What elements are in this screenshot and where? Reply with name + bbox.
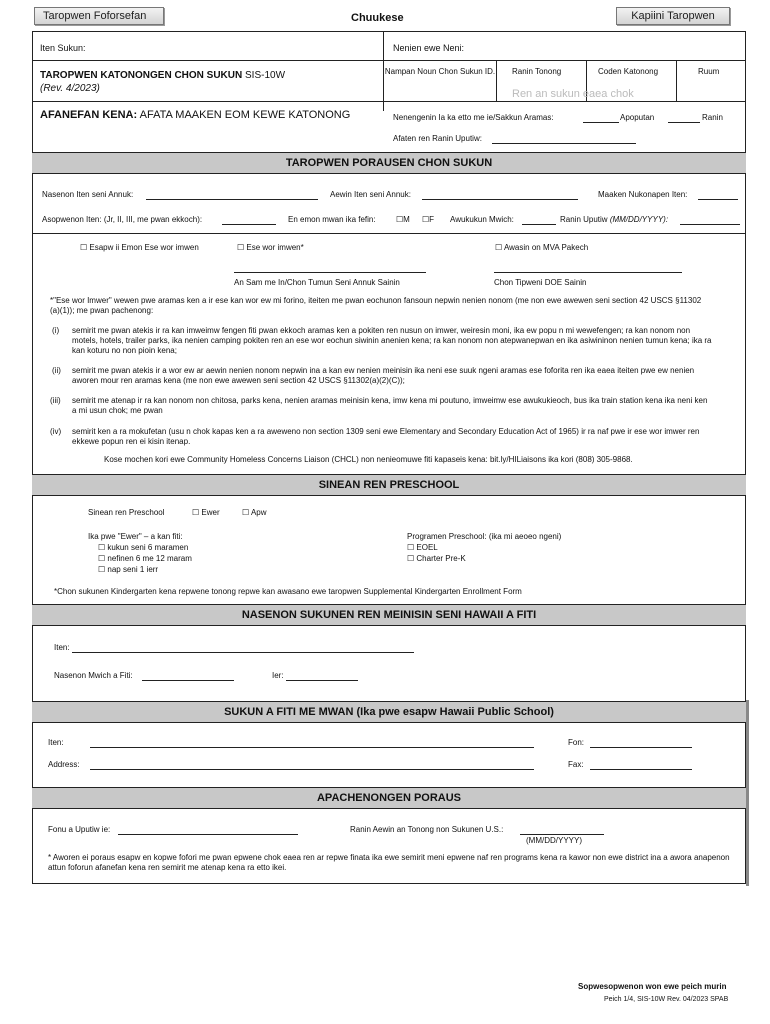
us-school-entry-field[interactable] — [520, 834, 604, 835]
divider — [32, 101, 746, 102]
last-name-label: Nasenon Iten seni Annuk: — [42, 190, 134, 199]
gender-m-checkbox[interactable]: ☐M — [396, 215, 410, 224]
student-id-header: Nampan Noun Chon Sukun ID. — [384, 67, 496, 76]
signature-date-label: Afaten ren Ranin Uputiw: — [393, 134, 482, 143]
section-student-info-title: TAROPWEN PORAUSEN CHON SUKUN — [32, 152, 746, 174]
middle-name-label: Maaken Nukonapen Iten: — [598, 190, 688, 199]
last-school-name-label: Iten: — [54, 643, 70, 652]
chcl-contact: Kose mochen kori ewe Community Homeless Concerns Liaison (CHCL) non nenieomuwe fiti kapaseis kena: bit.ly/HILiaisons ika kori (808) 305-9868. — [104, 455, 633, 464]
ranin-field[interactable] — [668, 122, 700, 123]
divider — [32, 233, 746, 234]
section-preschool-title: SINEAN REN PRESCHOOL — [32, 474, 746, 496]
language-label: Chuukese — [351, 12, 404, 24]
eoel-checkbox[interactable]: ☐ EOEL — [407, 543, 438, 552]
item-iv-number: (iv) — [50, 427, 62, 436]
suffix-field[interactable] — [222, 224, 276, 225]
section-last-school-title: NASENON SUKUNEN REN MEINISIN SENI HAWAII A FITI — [32, 604, 746, 626]
divider — [676, 60, 677, 101]
divider — [32, 60, 746, 61]
date-format-hint: (MM/DD/YYYY) — [526, 836, 582, 845]
homeless-definition: *"Ese wor Imwer" wewen pwe aramas ken a ir ese kan wor ew mi forino, iteiten me pwan eochunon fansoun nepwin nenien nonom (me non ewe awewen seni section 42 USCS §11302 (a)(1)); me pwan pachenong: — [50, 296, 702, 315]
beginning-field[interactable] — [583, 122, 619, 123]
parent-signature-field[interactable] — [234, 272, 426, 273]
item-i-text: semirit me pwan atekis ir ra kan imweimw fengen fiti pwan ekkoch aramas ken a pokiten ren nusun on imwer, weiresin moni, ika ew popu n mi wewefengen; ra kan nonom non motels, hotels, trailer parks, ika nenien camping pokiten ren an ese wor eochun siwinin anenien kena; ra kan nonom non atepwanepwan en ika asiwininon nenien tumun kena; ika ra kan koturu no non pioin kena; — [72, 326, 712, 355]
mva-checkbox[interactable]: ☐ Awasin on MVA Pakech — [495, 243, 589, 252]
birthplace-field[interactable] — [118, 834, 298, 835]
preschool-option-3[interactable]: ☐ nap seni 1 ierr — [98, 565, 159, 574]
page-number: Peich 1/4, SIS-10W Rev. 04/2023 SPAB — [604, 996, 729, 1003]
item-i-number: (i) — [52, 326, 60, 335]
age-field[interactable] — [522, 224, 556, 225]
address-label: Address: — [48, 760, 80, 769]
item-ii-number: (ii) — [52, 366, 61, 375]
gender-f-checkbox[interactable]: ☐F — [422, 215, 435, 224]
preschool-option-2[interactable]: ☐ nefinen 6 me 12 maram — [98, 554, 192, 563]
last-year-label: Ier: — [272, 671, 284, 680]
item-iv-text: semirit ken a ra mokufetan (usu n chok kapas ken a ra aweweno non section 1309 seni ewe Elementary and Secondary Education Act of 1965) ir ra naf pwe ir ese wor imwer ren ekkewe popun ren ei kisin itenap. — [72, 427, 700, 446]
phone-field[interactable] — [590, 747, 692, 748]
us-school-entry-label: Ranin Aewin an Tonong non Sukunen U.S.: — [350, 825, 504, 834]
room-header: Ruum — [698, 67, 720, 76]
entry-code-header: Coden Katonong — [598, 67, 659, 76]
suffix-label: Asopwenon Iten: (Jr, II, III, me pwan ekkoch): — [42, 215, 203, 224]
kindergarten-note: *Chon sukunen Kindergarten kena repwene tonong repwe kan awasano ewe taropwen Supplemental Kindergarten Enrollment Form — [54, 587, 522, 596]
apoputan-label: Apoputan — [620, 113, 655, 122]
outside-school-name-field[interactable] — [90, 747, 534, 748]
middle-name-field[interactable] — [698, 199, 738, 200]
address-field[interactable] — [90, 769, 534, 770]
copy-form-button[interactable]: Kapiini Taropwen — [616, 7, 730, 25]
last-grade-label: Nasenon Mwich a Fiti: — [54, 671, 133, 680]
divider — [496, 60, 497, 101]
last-school-name-field[interactable] — [72, 652, 414, 653]
doe-signature-label: Chon Tipweni DOE Sainin — [494, 278, 587, 287]
continued-note: Sopwesopwenon won ewe peich murin — [578, 982, 727, 991]
section-additional-info-title: APACHENONGEN PORAUS — [32, 787, 746, 809]
homeless-checkbox[interactable]: ☐ Ese wor imwen* — [237, 243, 304, 252]
school-name-label: Iten Sukun: — [40, 43, 86, 53]
item-ii-text: semirit me pwan atekis ir a wor ew ar aewin nenien nonom nepwin ina a kan ew nenien meinisin ika neni ese suuk ngeni aramas ese foforita ren ika eaea iteiten pwe ew nenien aworen mour ren aramas kena (me non ewe awewen seni section 42 USCS §11302(a)(2)(C)); — [72, 366, 695, 385]
entry-date-header: Ranin Tonong — [512, 67, 562, 76]
not-homeless-checkbox[interactable]: ☐ Esapw ii Emon Ese wor imwen — [80, 243, 199, 252]
parent-signature-label: An Sam me In/Chon Tumun Seni Annuk Sainin — [234, 278, 400, 287]
last-year-field[interactable] — [286, 680, 358, 681]
phone-label: Fon: — [568, 738, 585, 747]
preschool-option-1[interactable]: ☐ kukun seni 6 maramen — [98, 543, 189, 552]
first-name-label: Aewin Iten seni Annuk: — [330, 190, 411, 199]
last-name-field[interactable] — [146, 199, 318, 200]
form-title: TAROPWEN KATONONGEN CHON SUKUN SIS-10W — [40, 70, 286, 81]
preschool-program-label: Programen Preschool: (ika mi aeoeo ngeni) — [407, 532, 562, 541]
first-name-field[interactable] — [422, 199, 578, 200]
section-outside-school-title: SUKUN A FITI ME MWAN (Ika pwe esapw Hawaii Public School) — [32, 701, 746, 723]
form-revision: (Rev. 4/2023) — [40, 83, 100, 94]
last-grade-field[interactable] — [142, 680, 234, 681]
office-use-watermark: Ren an sukun eaea chok — [512, 88, 634, 100]
final-note: * Aworen ei poraus esapw en kopwe fofori me pwan epwene chok eaea ren ar repwe finata ika ewe semirit meni epwene naf ren programs kena ra kawor non ewe district ina a awora anapenon attun foforun afanefan kena ren semirit me atenap kena ra etto ikei. — [48, 853, 730, 872]
preschool-if-yes-label: Ika pwe "Ewer" – a kan fiti: — [88, 532, 183, 541]
print-form-button[interactable]: Taropwen Foforsefan — [34, 7, 164, 25]
item-iii-text: semirit me atenap ir ra kan nonom non chitosa, parks kena, nenien aramas meinisin kena, imw kena mi poutuno, imweimw ese awukukieoch, bus ika train station kena ika neni ken a mi usun chok; me pwan — [72, 396, 708, 415]
preschool-question: Sinean ren Preschool — [88, 508, 165, 517]
preschool-no-checkbox[interactable]: ☐ Apw — [242, 508, 267, 517]
fax-field[interactable] — [590, 769, 692, 770]
complex-area-label: Nenien ewe Neni: — [393, 43, 465, 53]
charter-prek-checkbox[interactable]: ☐ Charter Pre-K — [407, 554, 466, 563]
frame-shadow — [746, 700, 749, 886]
birthplace-label: Fonu a Uputiw ie: — [48, 825, 111, 834]
outside-school-name-label: Iten: — [48, 738, 64, 747]
part1-heading: AFANEFAN KENA: AFATA MAAKEN EOM KEWE KATONONG — [40, 109, 351, 121]
signature-date-field[interactable] — [492, 143, 636, 144]
beginning-label: Nenengenin Ia ka etto me ie/Sakkun Aramas: — [393, 113, 554, 122]
fax-label: Fax: — [568, 760, 584, 769]
age-label: Awukukun Mwich: — [450, 215, 514, 224]
ranin-label: Ranin — [702, 113, 723, 122]
preschool-yes-checkbox[interactable]: ☐ Ewer — [192, 508, 220, 517]
doe-signature-field[interactable] — [494, 272, 682, 273]
item-iii-number: (iii) — [50, 396, 61, 405]
dob-field[interactable] — [680, 224, 740, 225]
gender-label: En emon mwan ika fefin: — [288, 215, 376, 224]
dob-label: Ranin Uputiw (MM/DD/YYYY): — [560, 215, 669, 224]
